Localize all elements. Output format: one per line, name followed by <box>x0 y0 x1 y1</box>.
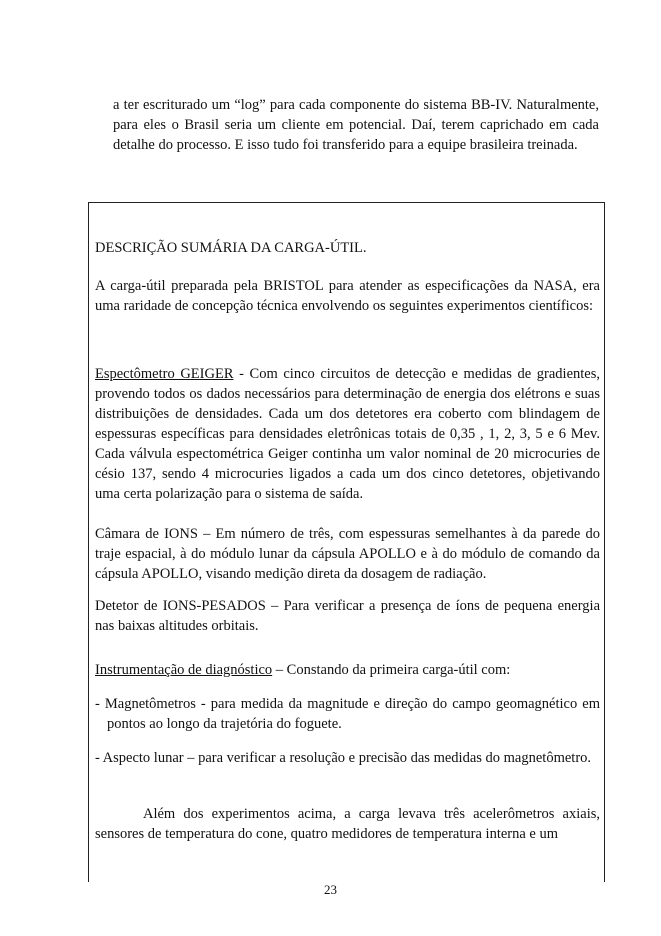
closing-paragraph: Além dos experimentos acima, a carga levava três acelerômetros axiais, sensores de temperatura do cone, quatro medidores de temperatura interna e um <box>95 806 600 842</box>
heavy-ions-paragraph: Detetor de IONS-PESADOS – Para verificar a presença de íons de pequena energia nas baixas altitudes orbitais. <box>95 598 600 634</box>
spectrometer-paragraph <box>95 364 600 504</box>
ions-chamber-paragraph: Câmara de IONS – Em número de três, com espessuras semelhantes à da parede do traje espacial, à do módulo lunar da cápsula APOLLO e à do módulo de comando da cápsula APOLLO, visando medição direta da dosagem de radiação. <box>95 526 600 582</box>
intro-paragraph: a ter escriturado um “log” para cada componente do sistema BB-IV. Naturalmente, para eles o Brasil seria um cliente em potencial. Daí, terem caprichado em cada detalhe do processo. E isso tudo foi transferido para a equipe brasileira treinada. <box>113 97 599 153</box>
page-number: 23 <box>324 882 337 897</box>
spectrometer-term: Espectômetro GEIGER <box>95 366 234 382</box>
diagnostic-text: – Constando da primeira carga-útil com: <box>272 662 511 678</box>
lunar-aspect-item: - Aspecto lunar – para verificar a resolução e precisão das medidas do magnetômetro. <box>95 750 592 766</box>
spectrometer-text: - Com cinco circuitos de detecção e medidas de gradientes, provendo todos os dados necessários para determinação de energia dos elétrons e suas distribuições de densidades. Cada um dos detetores era coberto com blindagem de espessuras específicas para densidades eletrônicas totais de 0,35 , 1, 2, 3, 5 e 6 Mev. Cada válvula espectométrica Geiger continha um valor nominal de 20 microcuries de césio 137, sendo 4 microcuries ligados a cada um dos cinco detetores, objetivando uma certa polarização para o sistema de saída. <box>95 366 600 502</box>
section-heading: DESCRIÇÃO SUMÁRIA DA CARGA-ÚTIL. <box>95 240 367 256</box>
magnetometers-item: - Magnetômetros - para medida da magnitude e direção do campo geomagnético em pontos ao longo da trajetória do foguete. <box>95 696 600 732</box>
diagnostic-term: Instrumentação de diagnóstico <box>95 662 273 678</box>
payload-intro-paragraph: A carga-útil preparada pela BRISTOL para atender as especificações da NASA, era uma raridade de concepção técnica envolvendo os seguintes experimentos científicos: <box>95 278 600 314</box>
diagnostic-paragraph <box>95 660 600 680</box>
